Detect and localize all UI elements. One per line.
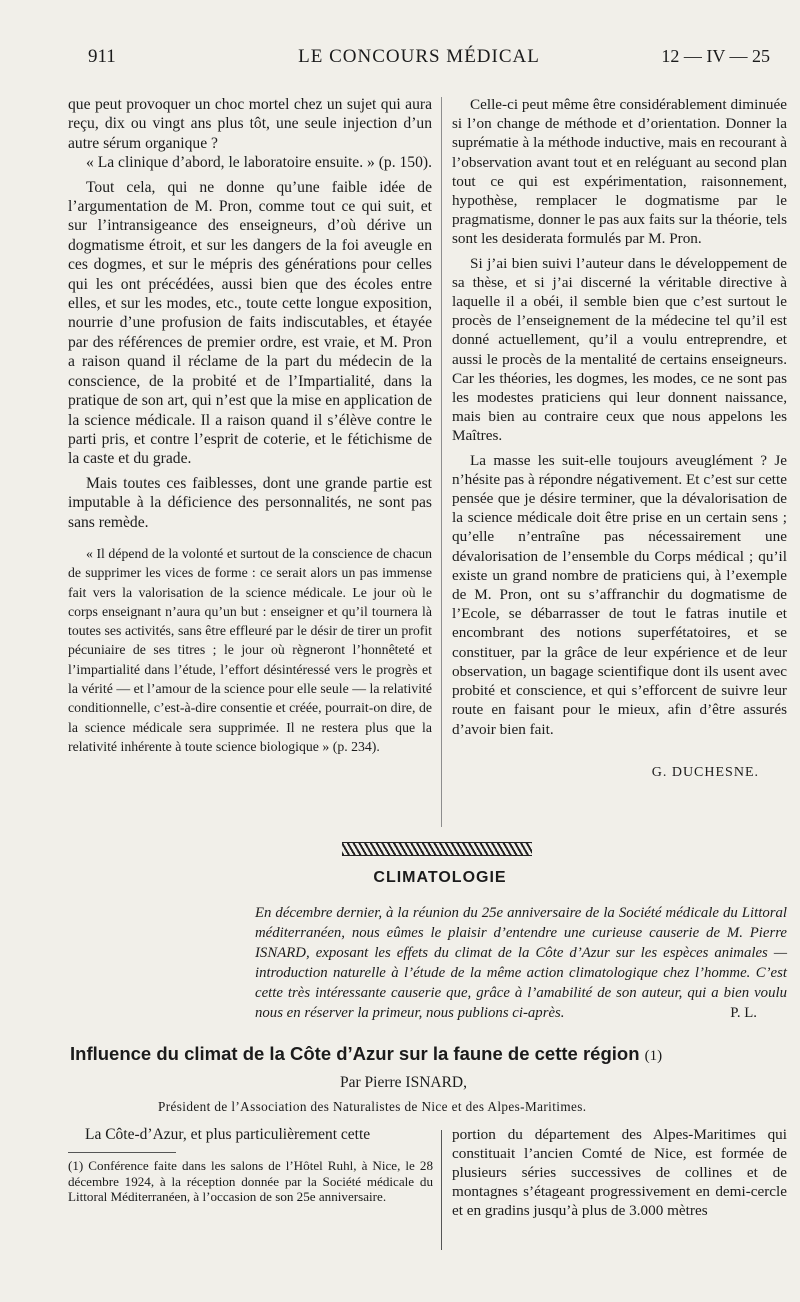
section-intro	[255, 903, 787, 1023]
author-affiliation: Président de l’Association des Naturalistes de Nice et des Alpes-Maritimes.	[158, 1099, 587, 1114]
author-signature: G. DUCHESNE.	[651, 764, 759, 780]
article-right-column: portion du département des Alpes-Maritimes qui constituait l’ancien Comté de Nice, est formée de plusieurs séries successives de collines et de montagnes s’étageant progressivement en demi-cercle et en gradins jusqu’à plus de 3.000 mètres	[452, 1126, 787, 1219]
right-paragraph-3: La masse les suit-elle toujours aveuglément ? Je n’hésite pas à répondre négativement. Et c’est sur cette pensée que je désire terminer, que la dévalorisation de la science médicale doit être prise en un certain sens ; qu’elle n’entraîne pas nécessairement une dévalorisation de l’ensemble du Corps médical ; qu’il existe un grand nombre de praticiens qui, à l’exemple de M. Pron, ont su s’affranchir du dogmatisme de l’Ecole, se débarrasser de tout le fatras inutile et encombrant des notions superfétatoires, et se constituer, par la grâce de leur expérience et de leur observation, un bagage scientifique dont ils usent avec probité et conscience, et qui s’efforcent de suivre leur route en faisant pour le mieux, afin d’être assurés d’avoir bien fait.	[452, 451, 787, 738]
right-paragraph-1: Celle-ci peut même être considérablement diminuée si l’on change de méthode et d’orientation. Donner la suprématie à la méthode inductive, mais en recourant à l’observation avant tout et en reléguant au second plan tout ce qui est expérimentation, raisonnement, hypothèse, remplacer le dogmatisme par le pragmatisme, donner le pas aux faits sur la théorie, tels sont les desiderata formulés par M. Pron.	[452, 96, 787, 248]
quotation-block: « Il dépend de la volonté et surtout de la conscience de chacun de supprimer les vices de forme : ce serait alors un pas immense fait vers la valorisation de la science médicale. Le jour où le corps enseignant n’aura qu’un but : enseigner et qu’il tournera là toutes ses activités, sans être effleuré par le désir de tirer un profit pécuniaire de ses titres ; le jour où règneront l’honnêteté et l’impartialité dans l’étude, l’effort désintéressé vers le progrès et la vérité — et l’amour de la science pour elle seule — la relativité conditionnelle, c’est-à-dire consentie et créée, pourrait-on dire, de la science médicale sera supprimée. Il ne restera plus que la relativité inhérente à toute science biologique » (p. 234).	[68, 545, 432, 754]
left-paragraph-3: Tout cela, qui ne donne qu’une faible idée de l’argumentation de M. Pron, comme tout ce qui suit, et sur l’intransigeance des enseigneurs, d’où dérive un dogmatisme étroit, et sur les dangers de la foi aveugle en ces dogmes, et sur le mépris des générations pour celles qui les ont précédées, aussi bien que des écoles entre elles, et sur les modes, etc., toute cette longue exposition, nourrie d’une profusion de faits indiscutables, et étayée par des références de premier ordre, est vraie, et M. Pron a raison quand il réclame de la part du médecin de la conscience, de la probité et de l’Impartialité, dans la pratique de son art, qui n’est que la mise en application de la science médicale. Il a raison quand il s’élève contre le parti pris, et contre l’esprit de coterie, et le fétichisme de la caste et du grade.	[68, 178, 432, 468]
bottom-column-divider	[441, 1130, 442, 1250]
intro-text: En décembre dernier, à la réunion du 25e anniversaire de la Société médicale du Littoral méditerranéen, nous eûmes le plaisir d’entendre une curieuse causerie de M. Pierre ISNARD, exposant les effets du climat de la Côte d’Azur sur les espèces animales — introduction naturelle à l’étude de la même action climatologique chez l’homme. C’est cette très intéressante causerie que, grâce à l’amabilité de son auteur, qui a bien voulu nous en réserver la primeur, nous publions ci-après.	[255, 905, 787, 1021]
right-column	[452, 95, 787, 781]
article-title-text: Influence du climat de la Côte d’Azur sur la faune de cette région	[70, 1043, 640, 1064]
section-title: CLIMATOLOGIE	[373, 869, 507, 886]
article-author: Par Pierre ISNARD,	[340, 1074, 467, 1091]
page-header	[68, 40, 770, 74]
footnote-marker: (1)	[644, 1048, 663, 1064]
left-paragraph-1: que peut provoquer un choc mortel chez un sujet qui aura reçu, dix ou vingt ans plus tôt, une seule injection d’un autre sérum organique ?	[68, 96, 432, 152]
section-ornament	[342, 842, 532, 856]
article-title	[70, 1043, 800, 1065]
page-number: 911	[88, 46, 116, 67]
footnote-rule	[68, 1152, 176, 1153]
left-paragraph-4: Mais toutes ces faiblesses, dont une grande partie est imputable à la déficience des personnalités, ne sont pas sans remède.	[68, 474, 432, 531]
right-paragraph-2: Si j’ai bien suivi l’auteur dans le développement de sa thèse, et si j’ai discerné la véritable directive à laquelle il a obéi, il semble bien que c’est surtout le procès de l’enseignement de la médecine tel qu’il est donné actuellement, qu’il a voulu entreprendre, et aussi le procès de la mentalité de certains enseigneurs. Car les théories, les dogmes, les modes, ce ne sont pas les modestes praticiens qui leur donnent naissance, mais bien au contraire ceux que nous appelons les Maîtres.	[452, 254, 787, 445]
article-first-line: La Côte-d’Azur, et plus particulièrement cette	[85, 1126, 371, 1143]
footnote: (1) Conférence faite dans les salons de l’Hôtel Ruhl, à Nice, le 28 décembre 1924, à la réception donnée par la Société médicale du Littoral Méditerranéen, à l’occasion de son 25e anniversaire.	[68, 1158, 433, 1205]
column-divider	[441, 97, 442, 827]
issue-date: 12 — IV — 25	[661, 46, 770, 66]
journal-title: LE CONCOURS MÉDICAL	[298, 46, 540, 67]
left-column	[68, 95, 432, 756]
intro-initials: P. L.	[730, 1005, 757, 1021]
left-paragraph-2: « La clinique d’abord, le laboratoire ensuite. » (p. 150).	[86, 154, 432, 172]
